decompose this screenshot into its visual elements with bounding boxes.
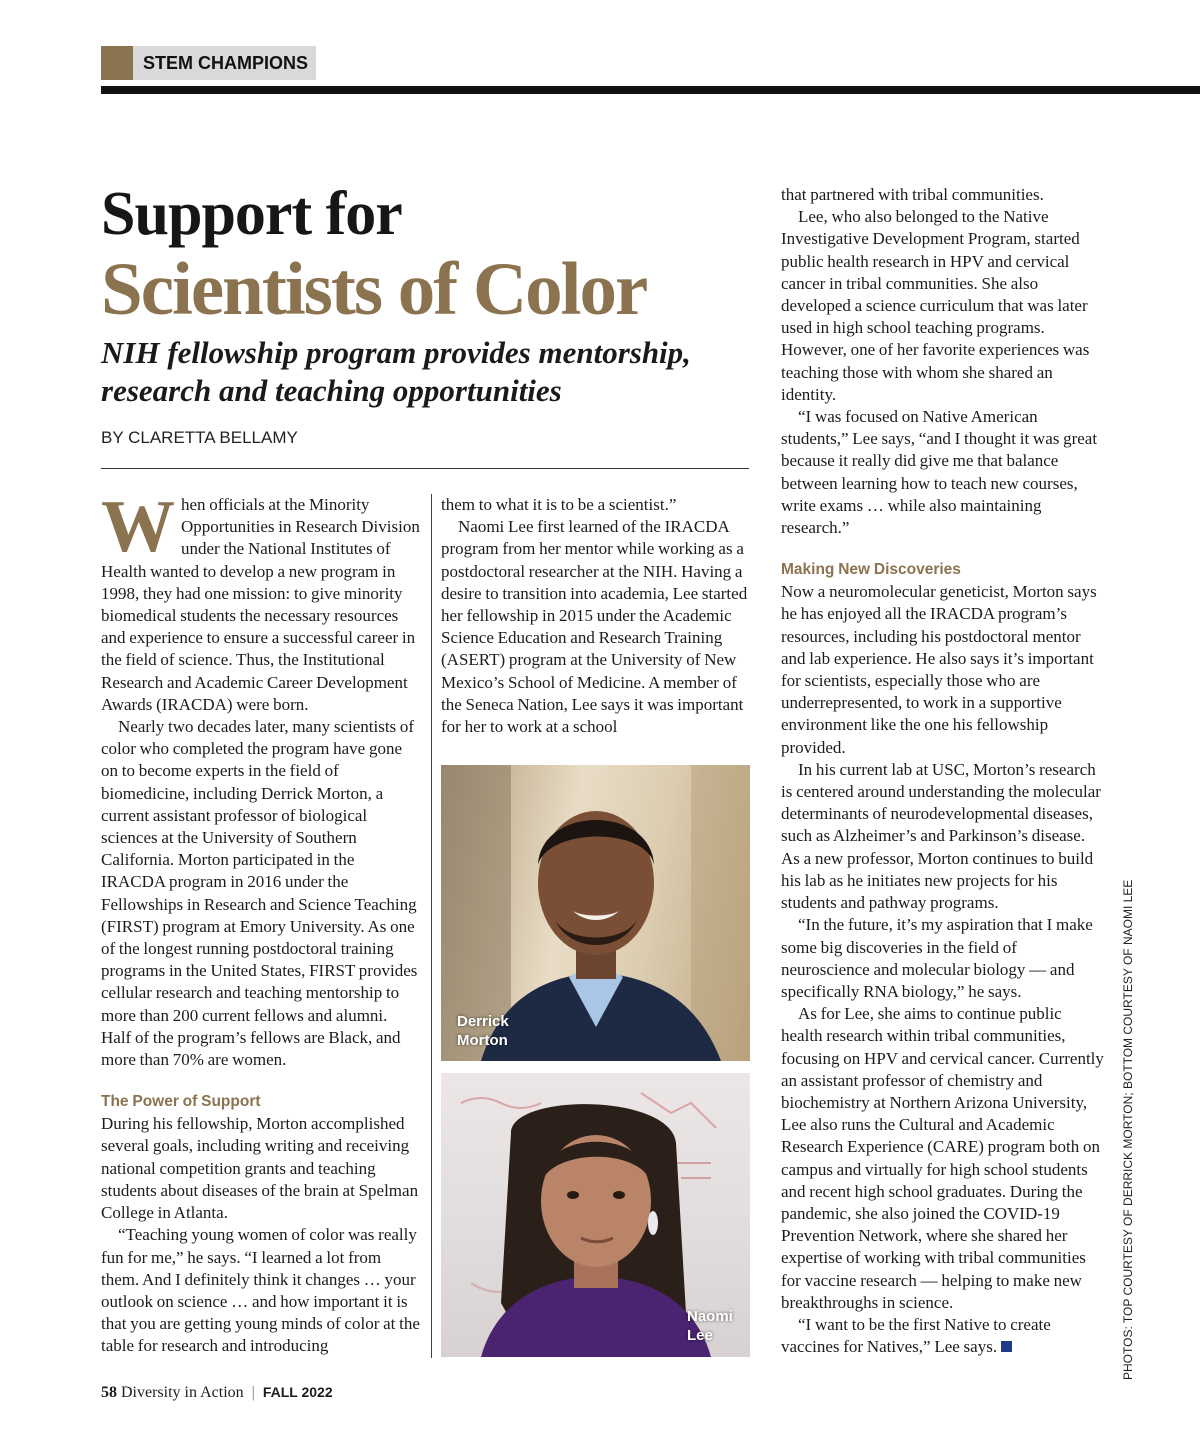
headline-line2: Scientists of Color bbox=[101, 248, 647, 331]
article-column-3 bbox=[781, 184, 1105, 1358]
issue-label: FALL 2022 bbox=[262, 1384, 333, 1400]
article-paragraph: During his fellowship, Morton accomplished several goals, including writing and receiving national competition grants and teaching students about diseases of the brain at Spelman College in Atlanta. bbox=[101, 1114, 419, 1223]
section-tag: STEM CHAMPIONS bbox=[133, 46, 316, 80]
photo-caption-lee: Naomi Lee bbox=[687, 1308, 733, 1344]
photo-credit: PHOTOS: TOP COURTESY OF DERRICK MORTON; BOTTOM COURTESY OF NAOMI LEE bbox=[1121, 879, 1135, 1380]
top-rule bbox=[101, 86, 1200, 94]
byline-rule bbox=[101, 468, 749, 469]
page-number: 58 bbox=[101, 1384, 117, 1401]
article-paragraph: As for Lee, she aims to continue public health research within tribal communities, focusing on HPV and cervical cancer. Currently an assistant professor of chemistry and biochemistry at Northern Arizona University, Lee also runs the Cultural and Academic Research Experience (CARE) program both on campus and virtually for high school students and recent high school graduates. During the pandemic, she also joined the COVID-19 Prevention Network, where she shared her expertise of working with tribal communities for vaccine research — helping to make new breakthroughs in science. bbox=[781, 1004, 1104, 1312]
article-column-1 bbox=[101, 486, 421, 1358]
column-divider bbox=[431, 494, 432, 1358]
headline-line1: Support for bbox=[101, 180, 402, 248]
article-paragraph bbox=[781, 1314, 1105, 1358]
deck: NIH fellowship program provides mentorship, research and teaching opportunities bbox=[101, 335, 691, 408]
section-tag-swatch bbox=[101, 46, 133, 80]
subhead-power-of-support: The Power of Support bbox=[101, 1093, 261, 1111]
article-paragraph: “Teaching young women of color was really fun for me,” he says. “I learned a lot from them. And I definitely think it changes … your outlook on science … and how important it is that you are getting young minds of color at the table for research and introducing bbox=[101, 1225, 420, 1356]
drop-cap: W bbox=[101, 486, 175, 568]
photo-caption-morton: Derrick Morton bbox=[457, 1013, 509, 1049]
subhead-making-new-discoveries: Making New Discoveries bbox=[781, 561, 961, 579]
article-column-2 bbox=[441, 494, 757, 738]
article-paragraph bbox=[101, 486, 421, 716]
article-paragraph: In his current lab at USC, Morton’s research is centered around understanding the molecular determinants of neurodevelopmental diseases, such as Alzheimer’s and Parkinson’s disease. As a new professor, Morton continues to build his lab as he initiates new projects for his students and pathway programs. bbox=[781, 759, 1101, 913]
article-paragraph: “I was focused on Native American students,” Lee says, “and I thought it was great because it really did give me that balance between learning how to teach new courses, write exams … while also maintaining research.” bbox=[781, 407, 1098, 538]
publication-name: Diversity in Action bbox=[121, 1384, 244, 1401]
article-paragraph: Nearly two decades later, many scientists of color who completed the program have gone on to become experts in the field of biomedicine, including Derrick Morton, a current assistant professor of biological sciences at the University of Southern California. Morton participated in the IRACDA program in 2016 under the Fellowships in Research and Science Teaching (FIRST) program at Emory University. As one of the longest running postdoctoral training programs in the United States, FIRST provides cellular research and teaching mentorship to more than 200 current fellows and alumni. Half of the program’s fellows are Black, and more than 70% are women. bbox=[101, 717, 418, 1070]
article-paragraph: Now a neuromolecular geneticist, Morton says he has enjoyed all the IRACDA program’s resources, including his postdoctoral mentor and lab experience. He also says it’s important for scientists, especially those who are underrepresented, to work in a supportive environment like the one his fellowship provided. bbox=[781, 582, 1097, 757]
article-paragraph: Lee, who also belonged to the Native Investigative Development Program, started public health research in HPV and cervical cancer in tribal communities. She also developed a science curriculum that was later used in high school teaching programs. However, one of her favorite experiences was teaching those with whom she shared an identity. bbox=[781, 207, 1090, 404]
article-paragraph: Naomi Lee first learned of the IRACDA program from her mentor while working as a postdoctoral researcher at the NIH. Having a desire to transition into academia, Lee started her fellowship in 2015 under the Academic Science Education and Research Training (ASERT) program at the University of New Mexico’s School of Medicine. A member of the Seneca Nation, Lee says it was important for her to work at a school bbox=[441, 517, 748, 737]
article-paragraph: them to what it is to be a scientist.” bbox=[441, 495, 677, 514]
photo-naomi-lee bbox=[441, 1073, 750, 1357]
paragraph-text: “I want to be the first Native to create vaccines for Natives,” Lee says. bbox=[781, 1314, 1051, 1357]
photo-derrick-morton bbox=[441, 765, 750, 1061]
end-mark-icon bbox=[1001, 1341, 1012, 1352]
footer-separator: | bbox=[251, 1384, 255, 1401]
paragraph-text: hen officials at the Minority Opportunities in Research Division under the National Institutes of Health wanted to develop a new program in 1998, they had one mission: to give minority biomedical students the necessary resources and experience to ensure a successful career in the field of science. Thus, the Institutional Research and Academic Career Development Awards (IRACDA) were born. bbox=[101, 495, 420, 714]
byline: BY CLARETTA BELLAMY bbox=[101, 428, 298, 447]
page-footer bbox=[101, 1384, 333, 1402]
article-paragraph: that partnered with tribal communities. bbox=[781, 185, 1044, 204]
article-paragraph: “In the future, it’s my aspiration that I make some big discoveries in the field of neuroscience and molecular biology — and specifically RNA biology,” he says. bbox=[781, 915, 1093, 1001]
